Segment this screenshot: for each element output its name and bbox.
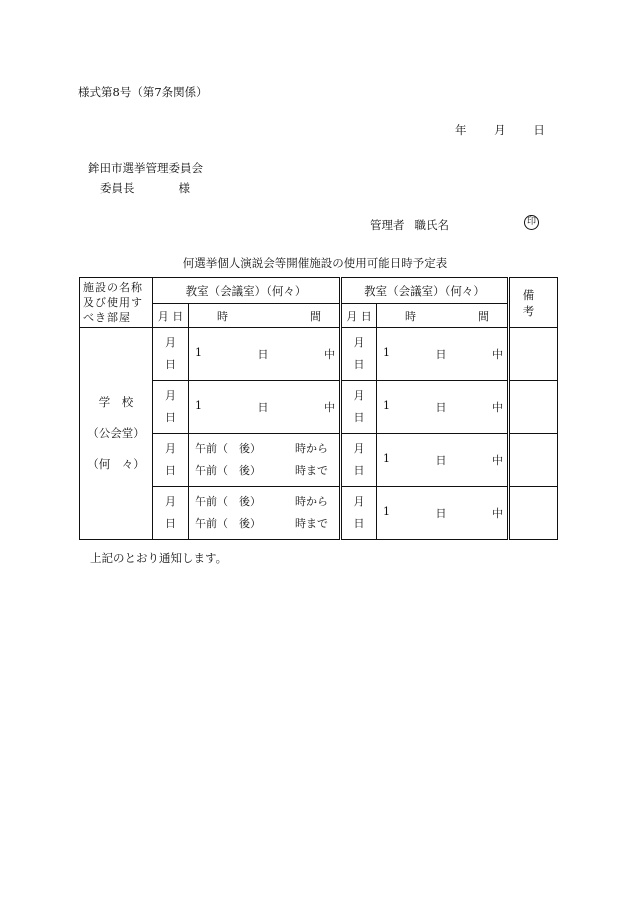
month-day-cell: 月 日 xyxy=(341,487,377,540)
chair-label: 委員長 xyxy=(100,181,135,195)
table-title: 何選挙個人演説会等開催施設の使用可能日時予定表 xyxy=(182,256,448,270)
header-room-1: 教室（会議室）（何々） xyxy=(153,278,341,304)
header-facility: 施設の名称及び使用すべき部屋 xyxy=(80,278,153,328)
time-range-cell: 午前（ 後） 時から 午前（ 後） 時まで xyxy=(189,434,341,487)
manager-title-name: 職氏名 xyxy=(414,218,449,232)
time-cell: 1 日 中 xyxy=(377,328,509,381)
day-label: 日 xyxy=(533,123,545,137)
remarks-cell xyxy=(509,381,558,434)
year-label: 年 xyxy=(455,123,467,137)
month-day-cell: 月 日 xyxy=(153,381,189,434)
month-day-cell: 月 日 xyxy=(153,434,189,487)
time-cell: 1 日 中 xyxy=(377,434,509,487)
schedule-table xyxy=(79,277,558,540)
manager-line xyxy=(370,217,449,233)
time-cell: 1 日 中 xyxy=(189,328,341,381)
time-cell: 1 日 中 xyxy=(377,487,509,540)
manager-label: 管理者 xyxy=(370,218,405,232)
header-time-2: 時 間 xyxy=(377,304,509,328)
facility-name-line: （何 々） xyxy=(87,457,145,471)
month-day-cell: 月 日 xyxy=(153,487,189,540)
form-number: 様式第8号（第7条関係） xyxy=(78,85,208,99)
footer-note: 上記のとおり通知します。 xyxy=(90,551,228,565)
remarks-cell xyxy=(509,487,558,540)
month-day-cell: 月 日 xyxy=(341,381,377,434)
month-day-cell: 月 日 xyxy=(341,434,377,487)
header-month-day-1: 月 日 xyxy=(153,304,189,328)
month-label: 月 xyxy=(494,123,506,137)
time-range-cell: 午前（ 後） 時から 午前（ 後） 時まで xyxy=(189,487,341,540)
remarks-cell xyxy=(509,328,558,381)
header-room-2: 教室（会議室）（何々） xyxy=(341,278,509,304)
facility-name-line: （公会堂） xyxy=(87,426,145,440)
month-day-cell: 月 日 xyxy=(341,328,377,381)
date-line xyxy=(455,122,545,138)
month-day-cell: 月 日 xyxy=(153,328,189,381)
honorific: 様 xyxy=(178,181,190,195)
header-remarks: 備 考 xyxy=(509,278,558,328)
addressee-chair xyxy=(100,180,190,196)
seal-mark: 印 xyxy=(524,215,539,230)
facility-name-line: 学 校 xyxy=(98,395,134,409)
table-row xyxy=(80,328,558,381)
time-cell: 1 日 中 xyxy=(377,381,509,434)
header-time-1: 時 間 xyxy=(189,304,341,328)
addressee-committee: 鉾田市選挙管理委員会 xyxy=(88,161,203,175)
time-cell: 1 日 中 xyxy=(189,381,341,434)
facility-name-cell xyxy=(80,328,153,540)
header-month-day-2: 月 日 xyxy=(341,304,377,328)
remarks-cell xyxy=(509,434,558,487)
